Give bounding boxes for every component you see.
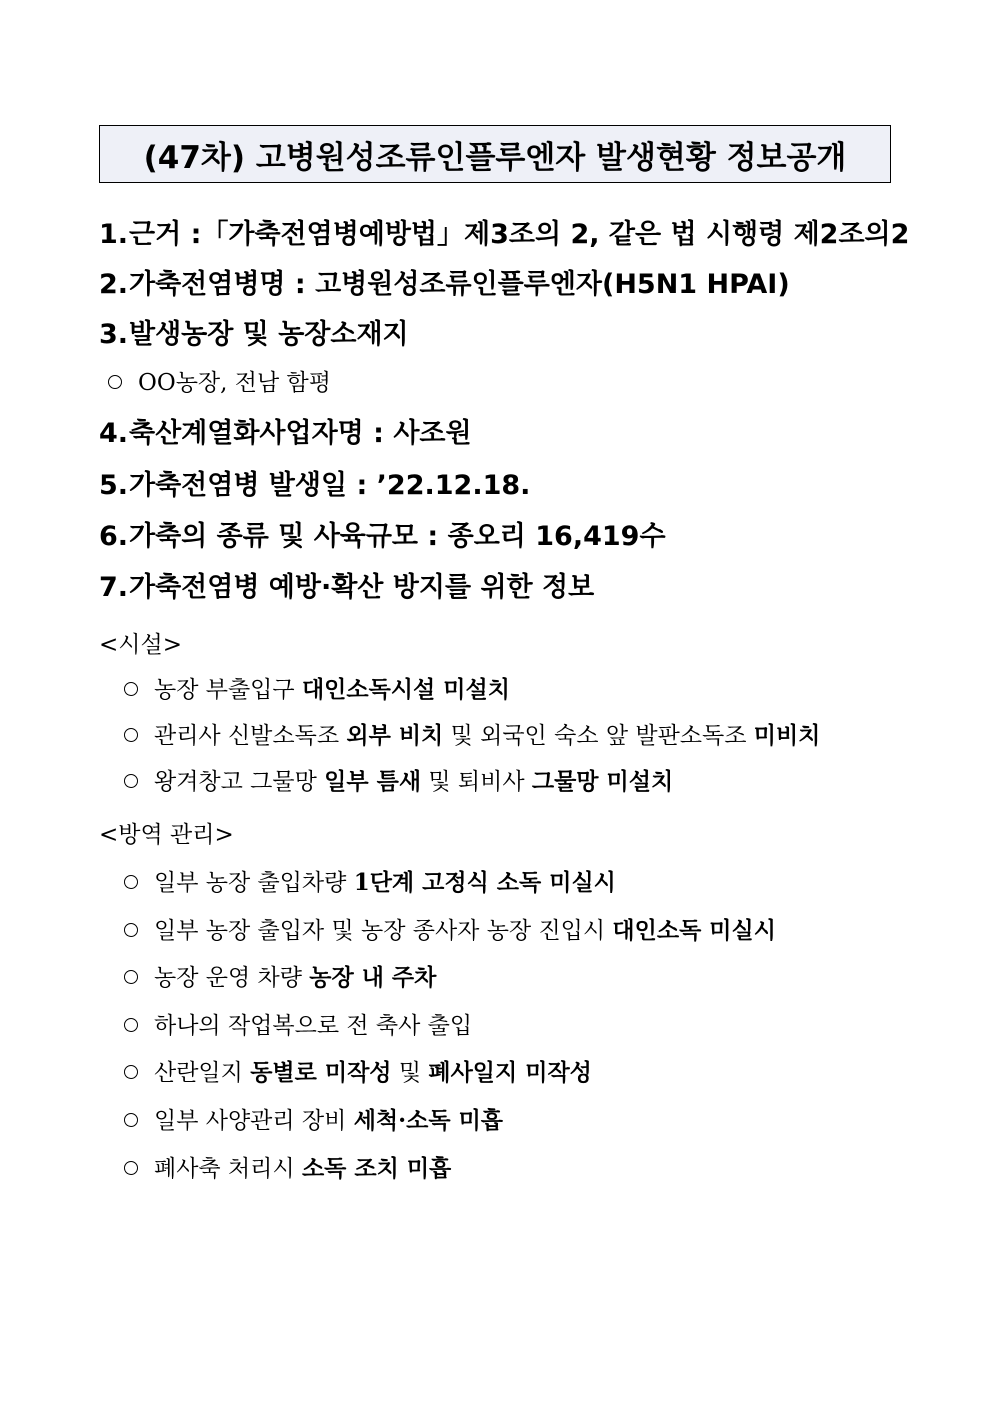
section-number: 5.: [99, 470, 129, 501]
quarantine-item: [124, 961, 436, 995]
section-text: 가축전염병 예방·확산 방지를 위한 정보: [129, 572, 595, 603]
item-text-emphasis: 대인소독 미실시: [612, 917, 776, 944]
item-text-emphasis: 소독 조치 미흡: [301, 1155, 452, 1182]
section-6: [99, 517, 666, 557]
item-text: 하나의 작업복으로 전 축사 출입: [154, 1013, 473, 1039]
circle-bullet-icon: [124, 1018, 138, 1032]
quarantine-item: [124, 1104, 503, 1138]
section-text: 축산계열화사업자명 : 사조원: [129, 418, 472, 449]
item-text-emphasis: 1단계 고정식 소독 미실시: [353, 869, 616, 896]
section-7: [99, 568, 594, 608]
circle-bullet-icon: [124, 1065, 138, 1079]
quarantine-item: [124, 866, 616, 900]
section-5: [99, 466, 530, 506]
circle-bullet-icon: [124, 923, 138, 937]
section-text: 가축의 종류 및 사육규모 : 종오리 16,419수: [129, 521, 666, 552]
circle-bullet-icon: [124, 1113, 138, 1127]
item-text: 일부 농장 출입자 및 농장 종사자 농장 진입시: [154, 918, 613, 944]
item-text: 농장 부출입구: [154, 677, 302, 703]
item-text: 일부 사양관리 장비: [154, 1108, 354, 1134]
section-text: 발생농장 및 농장소재지: [129, 319, 409, 350]
section-number: 7.: [99, 572, 129, 603]
item-text-emphasis: 세척·소독 미흡: [353, 1107, 504, 1134]
item-text: 폐사축 처리시: [154, 1156, 302, 1182]
item-text: 농장 운영 차량: [154, 965, 310, 991]
section-text: 가축전염병명 : 고병원성조류인플루엔자(H5N1 HPAI): [129, 269, 790, 300]
quarantine-item: [124, 914, 776, 948]
circle-bullet-icon: [124, 774, 138, 788]
section-1: [99, 215, 909, 255]
item-text: 관리사 신발소독조: [154, 723, 347, 749]
item-text: 왕겨창고 그물망: [154, 769, 325, 795]
circle-bullet-icon: [108, 375, 122, 389]
item-text-emphasis: 그물망 미설치: [531, 768, 674, 795]
section-text: 가축전염병 발생일 : ’22.12.18.: [129, 470, 531, 501]
circle-bullet-icon: [124, 682, 138, 696]
section-number: 4.: [99, 418, 129, 449]
facility-item: [124, 673, 510, 707]
item-text-emphasis: 대인소독시설 미설치: [301, 676, 510, 703]
quarantine-item: [124, 1009, 472, 1043]
item-text: 일부 농장 출입차량: [154, 870, 354, 896]
section-3: [99, 315, 409, 355]
facility-item: [124, 765, 673, 799]
item-text-emphasis: 동별로 미작성: [250, 1059, 392, 1086]
quarantine-item: [124, 1056, 592, 1090]
facility-item: [124, 719, 820, 753]
title-box: [99, 125, 891, 183]
circle-bullet-icon: [124, 875, 138, 889]
item-text-emphasis: 일부 틈새: [324, 768, 422, 795]
document-title: (47차) 고병원성조류인플루엔자 발생현황 정보공개: [143, 139, 847, 176]
quarantine-item: [124, 1152, 451, 1186]
circle-bullet-icon: [124, 1161, 138, 1175]
section-2: [99, 265, 790, 305]
farm-location: OO농장, 전남 함평: [138, 370, 331, 396]
section-number: 1.: [99, 219, 129, 250]
facility-label: <시설>: [99, 632, 182, 658]
item-text-emphasis: 외부 비치: [346, 722, 444, 749]
section-text: 근거 :「가축전염병예방법」제3조의 2, 같은 법 시행령 제2조의2: [129, 219, 910, 250]
item-text-emphasis: 농장 내 주차: [309, 964, 437, 991]
circle-bullet-icon: [124, 970, 138, 984]
quarantine-label: <방역 관리>: [99, 822, 234, 848]
item-text: 및: [391, 1060, 429, 1086]
item-text: 산란일지: [154, 1060, 251, 1086]
section-number: 6.: [99, 521, 129, 552]
section-number: 3.: [99, 319, 129, 350]
farm-location-item: [108, 366, 331, 400]
item-text: 및 외국인 숙소 앞 발판소독조: [443, 723, 754, 749]
section-4: [99, 414, 472, 454]
item-text-emphasis: 폐사일지 미작성: [428, 1059, 592, 1086]
circle-bullet-icon: [124, 728, 138, 742]
item-text-emphasis: 미비치: [753, 722, 821, 749]
item-text: 및 퇴비사: [421, 769, 532, 795]
section-number: 2.: [99, 269, 129, 300]
